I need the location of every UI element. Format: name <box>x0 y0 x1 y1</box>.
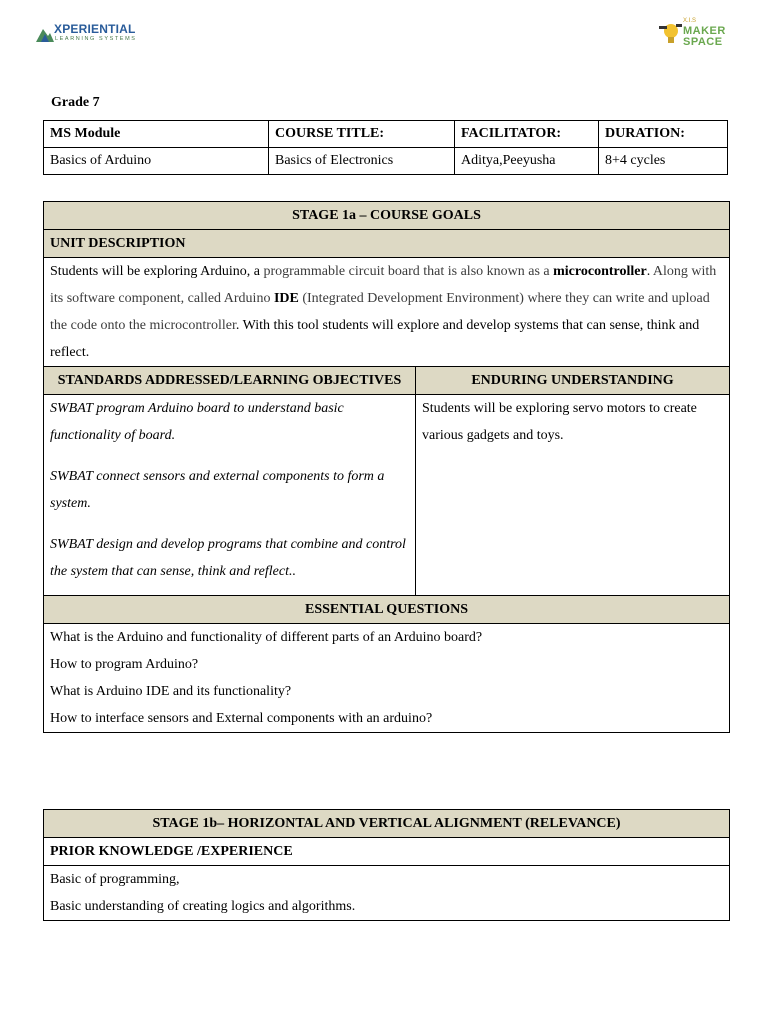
prior-knowledge-heading: PRIOR KNOWLEDGE /EXPERIENCE <box>44 838 730 866</box>
objective-item: SWBAT program Arduino board to understand basic functionality of board. <box>50 401 344 443</box>
prior-item: Basic of programming, <box>50 872 180 887</box>
course-info-table <box>43 120 728 175</box>
unit-description-heading: UNIT DESCRIPTION <box>44 230 730 258</box>
learning-objectives <box>44 395 416 596</box>
question-item: How to program Arduino? <box>50 657 199 672</box>
header-ms-module: MS Module <box>44 121 269 148</box>
mountain-logo-icon <box>36 26 54 42</box>
lightbulb-logo-icon <box>657 20 683 48</box>
stage1a-title: STAGE 1a – COURSE GOALS <box>44 202 730 230</box>
maker-space-logo <box>655 18 740 52</box>
essential-questions <box>44 624 730 733</box>
objective-item: SWBAT connect sensors and external components to form a system. <box>50 469 385 511</box>
unit-desc-text: (Integrated Development Environment) where they can write and upload the code onto the microcontroller <box>50 291 710 333</box>
question-item: What is the Arduino and functionality of different parts of an Arduino board? <box>50 630 483 645</box>
header-duration: DURATION: <box>599 121 728 148</box>
stage1b-table <box>43 809 730 921</box>
unit-desc-microcontroller: microcontroller <box>553 264 647 279</box>
essential-questions-heading: ESSENTIAL QUESTIONS <box>44 596 730 624</box>
header-facilitator: FACILITATOR: <box>455 121 599 148</box>
value-facilitator: Aditya,Peeyusha <box>455 148 599 175</box>
unit-desc-ide: IDE <box>273 291 299 306</box>
value-duration: 8+4 cycles <box>599 148 728 175</box>
stage1b-title: STAGE 1b– HORIZONTAL AND VERTICAL ALIGNMENT (RELEVANCE) <box>44 810 730 838</box>
question-item: What is Arduino IDE and its functionality? <box>50 684 292 699</box>
table-row <box>44 121 728 148</box>
stage1a-table <box>43 201 730 733</box>
enduring-understanding: Students will be exploring servo motors to create various gadgets and toys. <box>416 395 730 596</box>
unit-description <box>44 258 730 367</box>
logo-right-prefix: X.I.S <box>683 18 697 24</box>
unit-desc-text: . With this tool students will explore and develop systems that can sense, think and reflect. <box>50 318 700 360</box>
unit-desc-text: . <box>646 264 651 279</box>
prior-item: Basic understanding of creating logics and algorithms. <box>50 899 356 914</box>
logo-right-line1: MAKER <box>683 25 726 37</box>
logo-left-tagline: LEARNING SYSTEMS <box>55 36 137 42</box>
logo-left-name: XPERIENTIAL <box>54 22 136 36</box>
standards-heading: STANDARDS ADDRESSED/LEARNING OBJECTIVES <box>44 367 416 395</box>
value-course-title: Basics of Electronics <box>269 148 455 175</box>
enduring-heading: ENDURING UNDERSTANDING <box>416 367 730 395</box>
prior-knowledge <box>44 866 730 921</box>
unit-desc-text: Along with its software component, called Arduino <box>50 264 717 306</box>
objective-item: SWBAT design and develop programs that combine and control the system that can sense, think and reflect.. <box>50 537 406 579</box>
table-row <box>44 148 728 175</box>
value-ms-module: Basics of Arduino <box>44 148 269 175</box>
unit-desc-text: Students will be exploring Arduino, a <box>50 264 264 279</box>
question-item: How to interface sensors and External components with an arduino? <box>50 711 433 726</box>
logo-right-line2: SPACE <box>683 36 723 48</box>
grade-label: Grade 7 <box>51 95 100 110</box>
xperiential-logo <box>36 22 146 44</box>
header-course-title: COURSE TITLE: <box>269 121 455 148</box>
unit-desc-text: programmable circuit board that is also known as a <box>263 264 554 279</box>
